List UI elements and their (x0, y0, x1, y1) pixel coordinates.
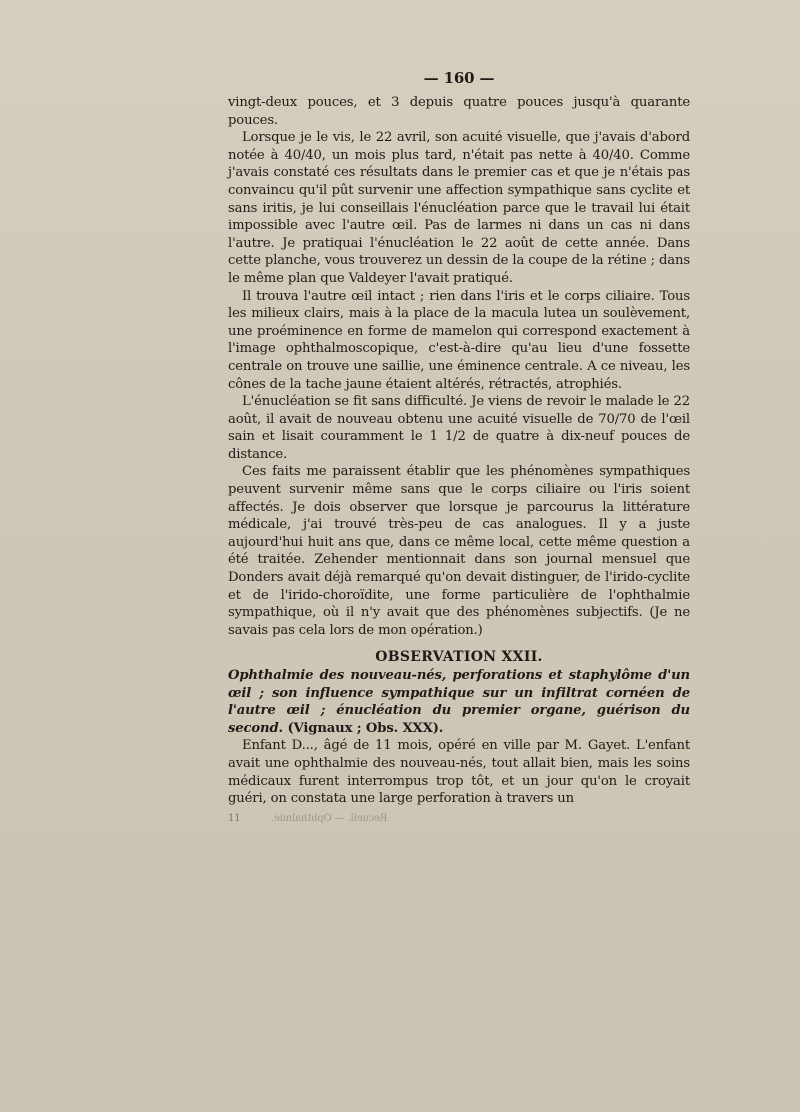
paragraph-enucleation: L'énucléation se fit sans difficulté. Je viens de revoir le malade le 22 août, il avait de nouveau obtenu une acuité visuelle de 70/70 de l'œil sain et lisait couramment le 1 1/2 de quatre à dix-neuf pouces de distance. (228, 394, 690, 462)
paragraph-conclusion: Ces faits me paraissent établir que les phénomènes sympathiques peuvent survenir même sans que le corps ciliaire ou l'iris soient affectés. Je dois observer que lorsque je parcourus la littérature médicale, j'ai trouvé très-peu de cas analogues. Il y a juste aujourd'hui huit ans que, dans ce même local, cette même question a été traitée. Zehender mentionnait dans son journal mensuel que Donders avait déjà remarqué qu'on devait distinguer, de l'irido-cyclite et de l'irido-choroïdite, une forme particulière de l'ophthalmie sympathique, où il n'y avait que des phénomènes subjectifs. (Je ne savais pas cela lors de mon opération.) (228, 464, 690, 638)
paragraph-acuity: Lorsque je le vis, le 22 avril, son acuité visuelle, que j'avais d'abord notée à 40/40, un mois plus tard, n'était pas nette à 40/40. Comme j'avais constaté ces résultats dans le premier cas et que je n'étais pas convaincu qu'il pût survenir une affection sympathique sans cyclite et sans iritis, je lui conseillais l'énucléation parce que le travail lui était impossible avec l'autre œil. Pas de larmes ni dans un cas ni dans l'autre. Je pratiquai l'énucléation le 22 août de cette année. Dans cette planche, vous trouverez un dessin de la coupe de la rétine ; dans le même plan que Valdeyer l'avait pratiqué. (228, 130, 690, 286)
paragraph-findings: Il trouva l'autre œil intact ; rien dans l'iris et le corps ciliaire. Tous les milieux clairs, mais à la place de la macula lutea un soulèvement, une proéminence en forme de mamelon qui correspond exactement à l'image ophthalmoscopique, c'est-à-dire qu'au lieu d'une fossette centrale on trouve une saillie, une éminence centrale. A ce niveau, les cônes de la tache jaune étaient altérés, rétractés, atrophiés. (228, 288, 690, 392)
observation-subtitle (228, 667, 690, 737)
signature-mark: 11 (228, 812, 241, 824)
paragraph-continuation: vingt-deux pouces, et 3 depuis quatre pouces jusqu'à quarante pouces. (228, 95, 690, 128)
observation-subtitle-text: Ophthalmie des nouveau-nés, perforations et staphylôme d'un œil ; son influence sympathique sur un infiltrat cornéen de l'autre œil ; énucléation du premier organe, guérison du second. (228, 668, 690, 736)
text-block (228, 70, 690, 824)
footer (228, 810, 690, 824)
page-number: — 160 — (423, 69, 495, 87)
running-title: Recueil. — Ophthalmie. (271, 812, 388, 824)
observation-title: OBSERVATION XXII. (375, 649, 543, 666)
observation-reference: (Vignaux ; Obs. XXX). (287, 720, 444, 736)
observation-body: Enfant D..., âgé de 11 mois, opéré en ville par M. Gayet. L'enfant avait une ophthalmie des nouveau-nés, tout allait bien, mais les soins médicaux furent interrompus trop tôt, et un jour qu'on le croyait guéri, on constata une large perforation à travers un (228, 738, 690, 807)
